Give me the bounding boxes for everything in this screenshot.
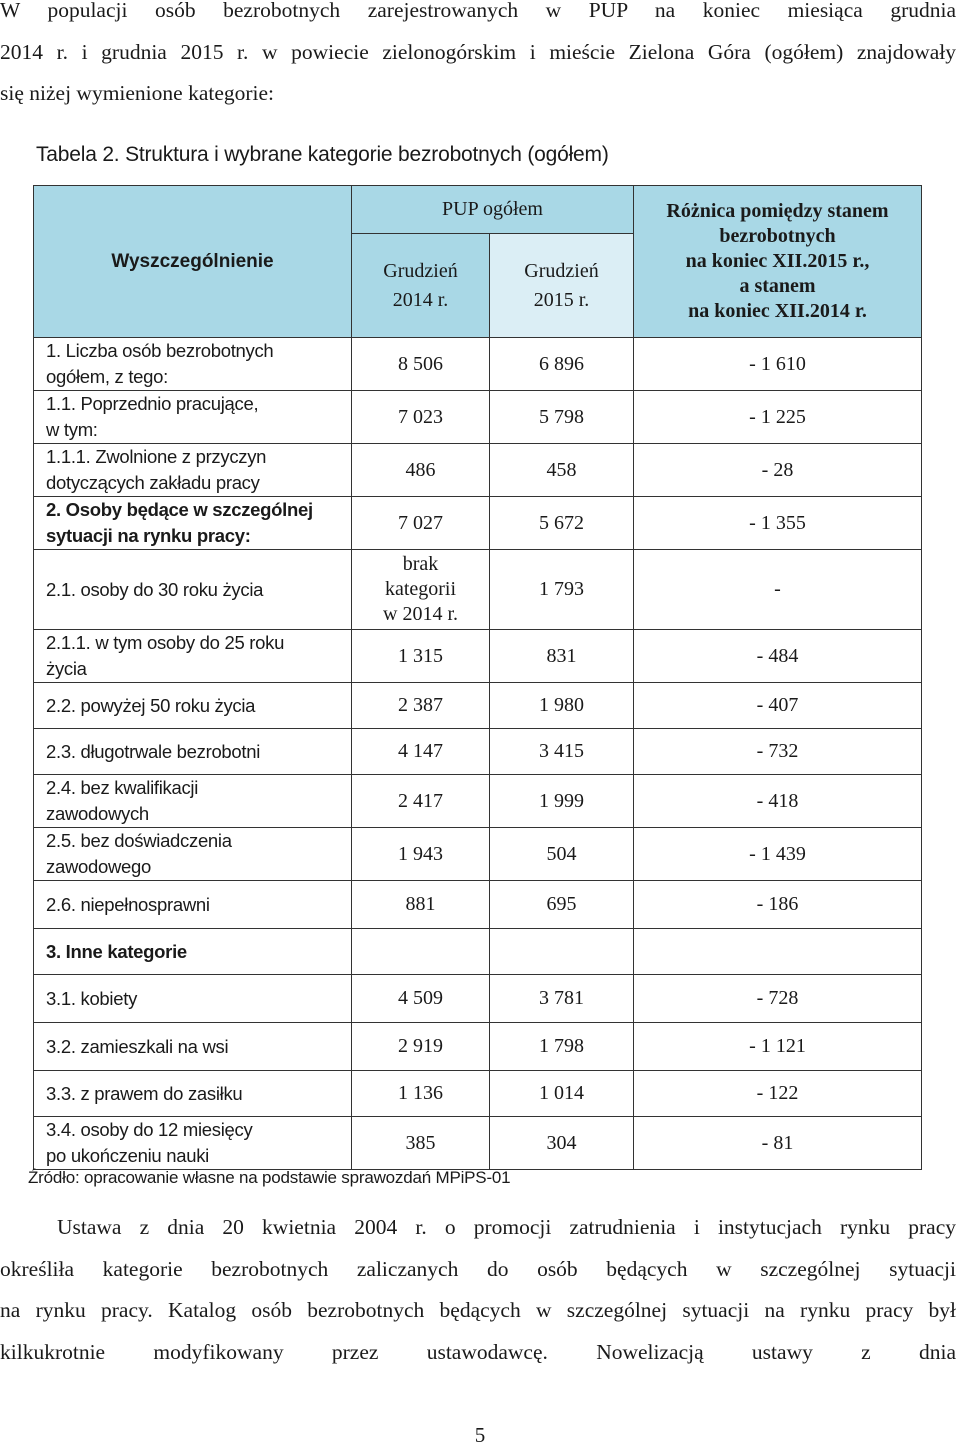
cell-december-2015 xyxy=(490,929,634,975)
table-row xyxy=(34,975,922,1023)
cell-december-2014: 7 027 xyxy=(352,497,490,550)
row-label: 2.3. długotrwale bezrobotni xyxy=(34,729,352,775)
header-december-2015: Grudzień 2015 r. xyxy=(490,234,634,338)
cell-december-2015: 3 415 xyxy=(490,729,634,775)
cell-december-2014: 1 136 xyxy=(352,1071,490,1117)
cell-december-2014: 2 417 xyxy=(352,775,490,828)
cell-december-2014: 1 943 xyxy=(352,828,490,881)
cell-difference: - 484 xyxy=(634,630,922,683)
cell-difference: - 1 225 xyxy=(634,391,922,444)
outro-line: na rynku pracy. Katalog osób bezrobotnych będących w szczególnej sytuacji na rynku pracy był xyxy=(0,1298,956,1322)
cell-december-2015: 1 798 xyxy=(490,1023,634,1071)
cell-december-2015: 5 798 xyxy=(490,391,634,444)
cell-difference: - 81 xyxy=(634,1117,922,1170)
cell-difference xyxy=(634,929,922,975)
table-caption: Tabela 2. Struktura i wybrane kategorie bezrobotnych (ogółem) xyxy=(36,143,609,166)
row-label: 1. Liczba osób bezrobotnych ogółem, z tego: xyxy=(34,338,352,391)
table-row xyxy=(34,1117,922,1170)
cell-december-2014: brak kategorii w 2014 r. xyxy=(352,550,490,630)
cell-december-2014: 1 315 xyxy=(352,630,490,683)
cell-december-2015: 6 896 xyxy=(490,338,634,391)
row-label: 2.1. osoby do 30 roku życia xyxy=(34,550,352,630)
cell-difference: - 28 xyxy=(634,444,922,497)
row-label: 2.4. bez kwalifikacji zawodowych xyxy=(34,775,352,828)
cell-december-2015: 458 xyxy=(490,444,634,497)
table-row xyxy=(34,630,922,683)
cell-december-2015: 831 xyxy=(490,630,634,683)
table-row xyxy=(34,391,922,444)
table-row xyxy=(34,444,922,497)
table-row xyxy=(34,729,922,775)
row-label: 1.1.1. Zwolnione z przyczyn dotyczących zakładu pracy xyxy=(34,444,352,497)
cell-difference: - 1 121 xyxy=(634,1023,922,1071)
cell-difference: - 1 439 xyxy=(634,828,922,881)
cell-december-2014: 2 919 xyxy=(352,1023,490,1071)
row-label: 2. Osoby będące w szczególnej sytuacji na rynku pracy: xyxy=(34,497,352,550)
cell-difference: - xyxy=(634,550,922,630)
table-row xyxy=(34,1071,922,1117)
outro-line: określiła kategorie bezrobotnych zaliczanych do osób będących w szczególnej sytuacji xyxy=(0,1256,956,1281)
header-wyszczegolnienie: Wyszczególnienie xyxy=(34,186,352,338)
row-label: 2.5. bez doświadczenia zawodowego xyxy=(34,828,352,881)
intro-paragraph xyxy=(0,0,956,115)
outro-line: Ustawa z dnia 20 kwietnia 2004 r. o promocji zatrudnienia i instytucjach rynku pracy xyxy=(57,1215,956,1239)
cell-difference: - 407 xyxy=(634,683,922,729)
cell-december-2014: 4 509 xyxy=(352,975,490,1023)
cell-december-2014: 4 147 xyxy=(352,729,490,775)
cell-december-2015: 5 672 xyxy=(490,497,634,550)
cell-difference: - 418 xyxy=(634,775,922,828)
cell-difference: - 122 xyxy=(634,1071,922,1117)
row-label: 2.1.1. w tym osoby do 25 roku życia xyxy=(34,630,352,683)
header-difference: Różnica pomiędzy stanem bezrobotnych na koniec XII.2015 r., a stanem na koniec XII.2014 r. xyxy=(634,186,922,338)
header-pup-ogolem: PUP ogółem xyxy=(352,186,634,234)
cell-difference: - 1 610 xyxy=(634,338,922,391)
outro-paragraph xyxy=(0,1207,956,1373)
cell-december-2014: 8 506 xyxy=(352,338,490,391)
row-label: 3.3. z prawem do zasiłku xyxy=(34,1071,352,1117)
cell-difference: - 732 xyxy=(634,729,922,775)
cell-december-2014: 2 387 xyxy=(352,683,490,729)
table-row xyxy=(34,338,922,391)
outro-line: kilkukrotnie modyfikowany przez ustawodawcę. Nowelizacją ustawy z dnia xyxy=(0,1339,956,1364)
cell-december-2015: 3 781 xyxy=(490,975,634,1023)
table-row xyxy=(34,1023,922,1071)
source-note: Źródło: opracowanie własne na podstawie sprawozdań MPiPS-01 xyxy=(28,1168,511,1187)
table-row xyxy=(34,683,922,729)
table-row xyxy=(34,497,922,550)
cell-december-2014 xyxy=(352,929,490,975)
cell-december-2014: 7 023 xyxy=(352,391,490,444)
cell-december-2015: 504 xyxy=(490,828,634,881)
cell-december-2015: 304 xyxy=(490,1117,634,1170)
cell-december-2014: 881 xyxy=(352,881,490,929)
cell-december-2014: 486 xyxy=(352,444,490,497)
table-body xyxy=(34,338,922,1170)
cell-december-2015: 1 980 xyxy=(490,683,634,729)
intro-line: W populacji osób bezrobotnych zarejestrowanych w PUP na koniec miesiąca grudnia xyxy=(0,0,956,22)
cell-difference: - 186 xyxy=(634,881,922,929)
cell-december-2014: 385 xyxy=(352,1117,490,1170)
header-december-2014: Grudzień 2014 r. xyxy=(352,234,490,338)
row-label: 1.1. Poprzednio pracujące, w tym: xyxy=(34,391,352,444)
row-label: 3.4. osoby do 12 miesięcy po ukończeniu nauki xyxy=(34,1117,352,1170)
row-label: 2.6. niepełnosprawni xyxy=(34,881,352,929)
table-row xyxy=(34,828,922,881)
cell-difference: - 1 355 xyxy=(634,497,922,550)
table-row xyxy=(34,550,922,630)
cell-december-2015: 1 793 xyxy=(490,550,634,630)
unemployment-table xyxy=(33,185,922,1170)
row-label: 3. Inne kategorie xyxy=(34,929,352,975)
intro-line: się niżej wymienione kategorie: xyxy=(0,81,275,105)
cell-december-2015: 1 014 xyxy=(490,1071,634,1117)
table-row xyxy=(34,929,922,975)
row-label: 3.2. zamieszkali na wsi xyxy=(34,1023,352,1071)
table-row xyxy=(34,775,922,828)
intro-line: 2014 r. i grudnia 2015 r. w powiecie zielonogórskim i mieście Zielona Góra (ogółem) znajdowały xyxy=(0,39,956,64)
cell-december-2015: 695 xyxy=(490,881,634,929)
row-label: 3.1. kobiety xyxy=(34,975,352,1023)
cell-december-2015: 1 999 xyxy=(490,775,634,828)
cell-difference: - 728 xyxy=(634,975,922,1023)
page-number: 5 xyxy=(474,1423,486,1447)
table-row xyxy=(34,881,922,929)
row-label: 2.2. powyżej 50 roku życia xyxy=(34,683,352,729)
